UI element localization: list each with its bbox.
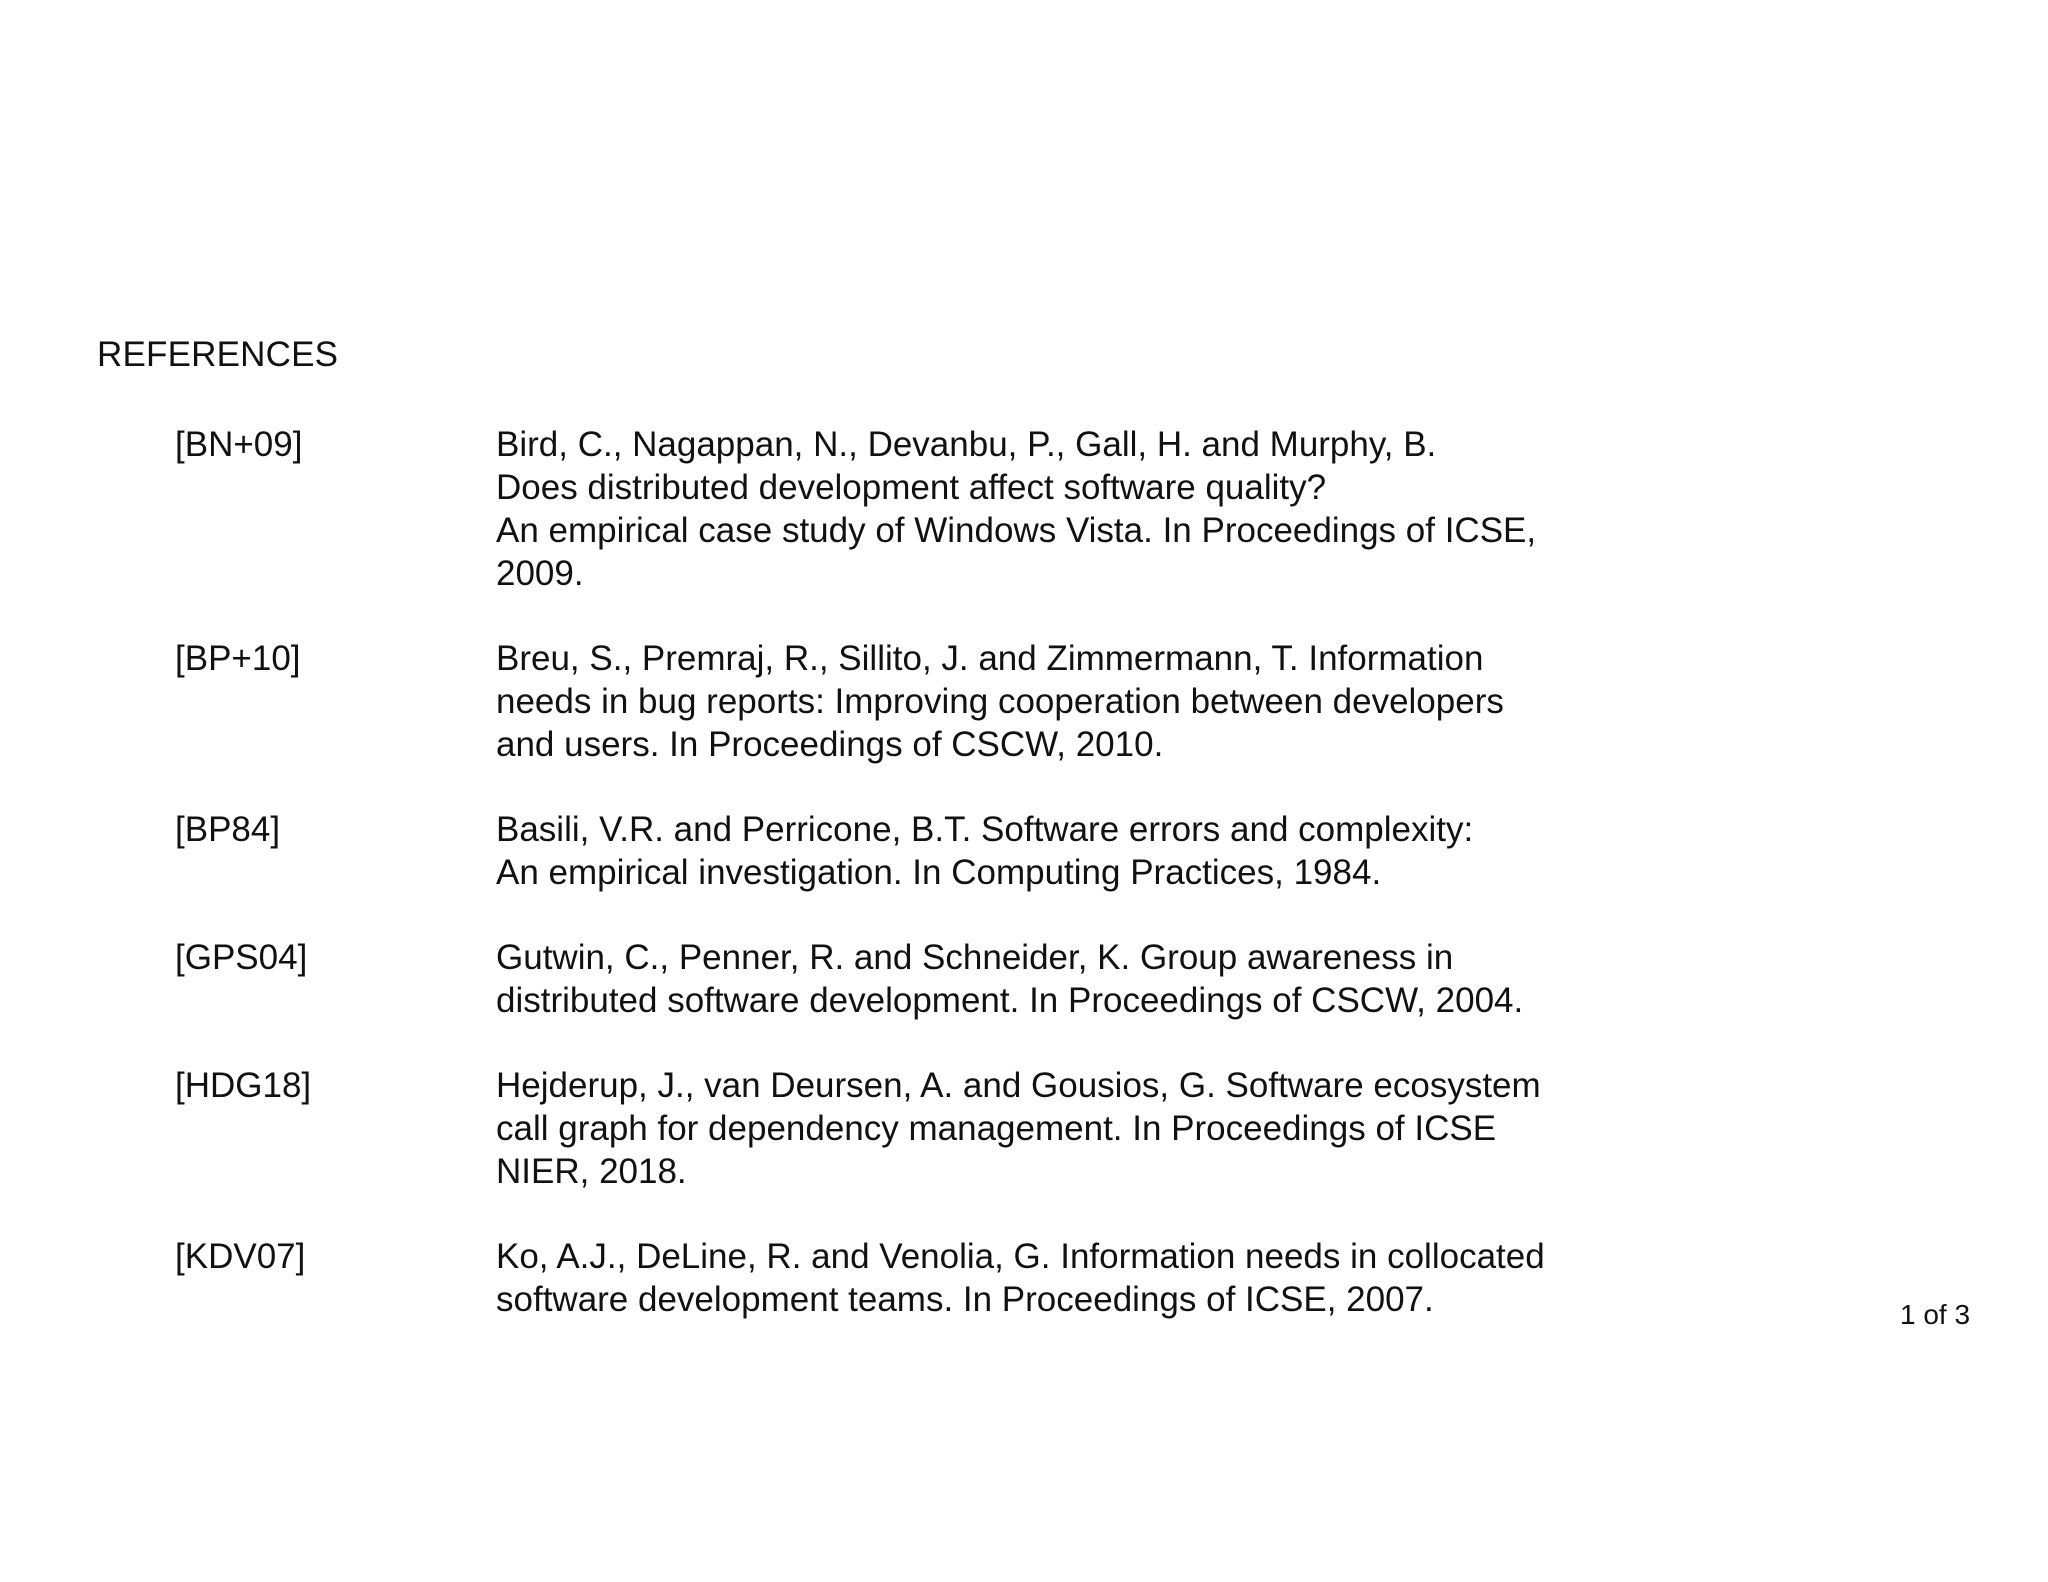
reference-item xyxy=(0,423,2048,595)
reference-line: needs in bug reports: Improving cooperation between developers xyxy=(496,682,1504,721)
reference-line: Basili, V.R. and Perricone, B.T. Software errors and complexity: xyxy=(496,810,1474,849)
reference-line: Breu, S., Premraj, R., Sillito, J. and Zimmermann, T. Information xyxy=(496,639,1484,678)
reference-text xyxy=(496,1235,1576,1321)
reference-line: NIER, 2018. xyxy=(496,1152,687,1191)
reference-key: [BP84] xyxy=(175,810,281,849)
reference-line: Does distributed development affect software quality? xyxy=(496,468,1327,507)
reference-text xyxy=(496,423,1576,595)
reference-line: call graph for dependency management. In Proceedings of ICSE xyxy=(496,1109,1497,1148)
reference-key: [KDV07] xyxy=(175,1237,306,1276)
reference-line: Hejderup, J., van Deursen, A. and Gousios, G. Software ecosystem xyxy=(496,1066,1541,1105)
reference-item xyxy=(0,936,2048,1022)
reference-line: Ko, A.J., DeLine, R. and Venolia, G. Information needs in collocated xyxy=(496,1237,1545,1276)
reference-key: [HDG18] xyxy=(175,1066,312,1105)
reference-item xyxy=(0,1064,2048,1193)
reference-line: 2009. xyxy=(496,554,584,593)
reference-key: [GPS04] xyxy=(175,938,308,977)
reference-item xyxy=(0,808,2048,894)
reference-list xyxy=(0,423,2048,1321)
reference-item xyxy=(0,637,2048,766)
reference-line: Gutwin, C., Penner, R. and Schneider, K. Group awareness in xyxy=(496,938,1454,977)
reference-text xyxy=(496,1064,1576,1193)
reference-text xyxy=(496,808,1576,894)
reference-key: [BN+09] xyxy=(175,425,303,464)
reference-text xyxy=(496,936,1576,1022)
reference-line: distributed software development. In Proceedings of CSCW, 2004. xyxy=(496,981,1524,1020)
reference-line: software development teams. In Proceedings of ICSE, 2007. xyxy=(496,1280,1434,1319)
reference-line: An empirical case study of Windows Vista. In Proceedings of ICSE, xyxy=(496,511,1537,550)
reference-line: Bird, C., Nagappan, N., Devanbu, P., Gall, H. and Murphy, B. xyxy=(496,425,1437,464)
reference-key: [BP+10] xyxy=(175,639,301,678)
reference-text xyxy=(496,637,1576,766)
reference-item xyxy=(0,1235,2048,1321)
section-title: REFERENCES xyxy=(97,335,339,374)
reference-line: and users. In Proceedings of CSCW, 2010. xyxy=(496,725,1164,764)
page-number: 1 of 3 xyxy=(1900,1299,1971,1330)
reference-line: An empirical investigation. In Computing Practices, 1984. xyxy=(496,853,1382,892)
